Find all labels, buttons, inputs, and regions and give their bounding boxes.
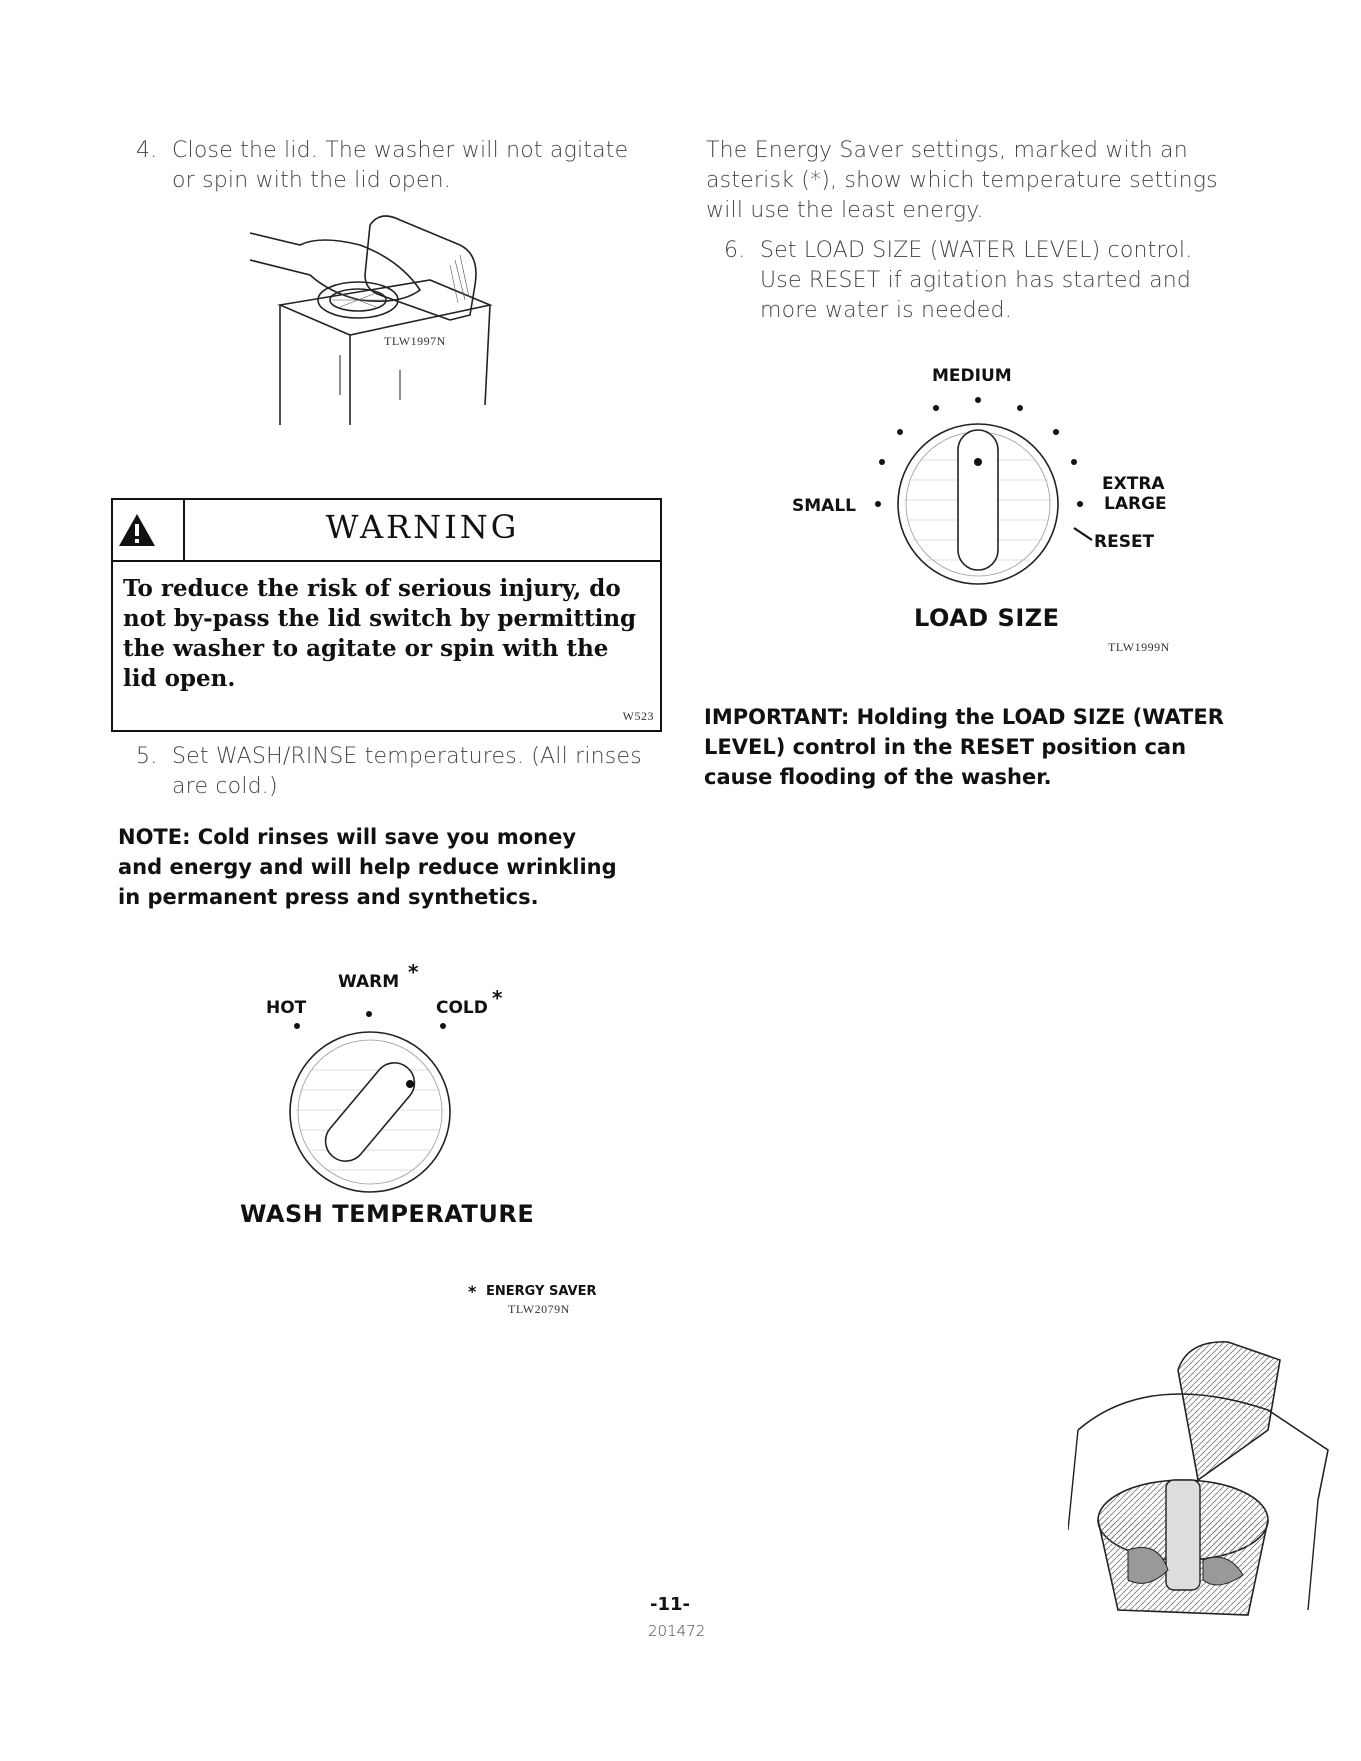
washer-lid-illustration bbox=[250, 205, 500, 435]
step-5-number: 5. bbox=[136, 744, 158, 769]
warning-title: WARNING bbox=[325, 508, 520, 546]
figure-code-wash-dial: TLW2079N bbox=[508, 1302, 570, 1316]
wash-temperature-dial bbox=[270, 1000, 470, 1200]
step-4-text: Close the lid. The washer will not agitate or spin with the lid open. bbox=[172, 138, 629, 193]
load-label-large: LARGE bbox=[1104, 494, 1167, 514]
load-label-medium: MEDIUM bbox=[932, 366, 1012, 386]
step-5-text: Set WASH/RINSE temperatures. (All rinses are cold.) bbox=[172, 744, 642, 799]
note-text: NOTE: Cold rinses will save you money and energy and will help reduce wrinkling in permanent press and synthetics. bbox=[118, 825, 617, 909]
warning-box bbox=[111, 498, 662, 732]
warning-code: W523 bbox=[622, 709, 654, 723]
warning-triangle-icon bbox=[117, 512, 157, 548]
load-label-reset: RESET bbox=[1094, 532, 1155, 552]
warning-icon-cell bbox=[113, 500, 185, 560]
wash-dial-caption: WASH TEMPERATURE bbox=[240, 1200, 535, 1228]
warning-header bbox=[113, 500, 660, 562]
wash-label-hot: HOT bbox=[266, 998, 307, 1018]
figure-code-load-dial: TLW1999N bbox=[1108, 640, 1170, 654]
load-label-extra: EXTRA bbox=[1102, 474, 1165, 494]
wash-label-cold: COLD bbox=[436, 998, 488, 1018]
step-6-number: 6. bbox=[724, 238, 746, 263]
wash-warm-asterisk: * bbox=[408, 960, 419, 984]
step-6 bbox=[724, 236, 1234, 328]
document-number: 201472 bbox=[648, 1622, 706, 1640]
wash-cold-asterisk: * bbox=[492, 986, 503, 1010]
load-dial-caption: LOAD SIZE bbox=[914, 604, 1060, 632]
energy-saver-legend: ENERGY SAVER bbox=[486, 1284, 597, 1299]
step-5 bbox=[136, 742, 656, 806]
load-size-dial bbox=[860, 380, 1100, 600]
step-4 bbox=[136, 136, 656, 200]
step-6-text: Set LOAD SIZE (WATER LEVEL) control. Use RESET if agitation has started and more water is needed. bbox=[760, 238, 1193, 323]
important-text: IMPORTANT: Holding the LOAD SIZE (WATER LEVEL) control in the RESET position can cause flooding of the washer. bbox=[704, 705, 1224, 789]
page-number: -11- bbox=[650, 1594, 690, 1615]
washer-tub-illustration bbox=[1068, 1330, 1344, 1620]
step-4-number: 4. bbox=[136, 138, 158, 163]
energy-saver-text: The Energy Saver settings, marked with an asterisk (*), show which temperature settings will use the least energy. bbox=[706, 138, 1218, 223]
figure-code-lid: TLW1997N bbox=[384, 334, 446, 348]
load-label-small: SMALL bbox=[792, 496, 856, 516]
warning-body: To reduce the risk of serious injury, do not by-pass the lid switch by permitting the washer to agitate or spin with the lid open. bbox=[123, 575, 637, 692]
energy-saver-asterisk: * bbox=[468, 1282, 477, 1301]
wash-label-warm: WARM bbox=[338, 972, 400, 992]
